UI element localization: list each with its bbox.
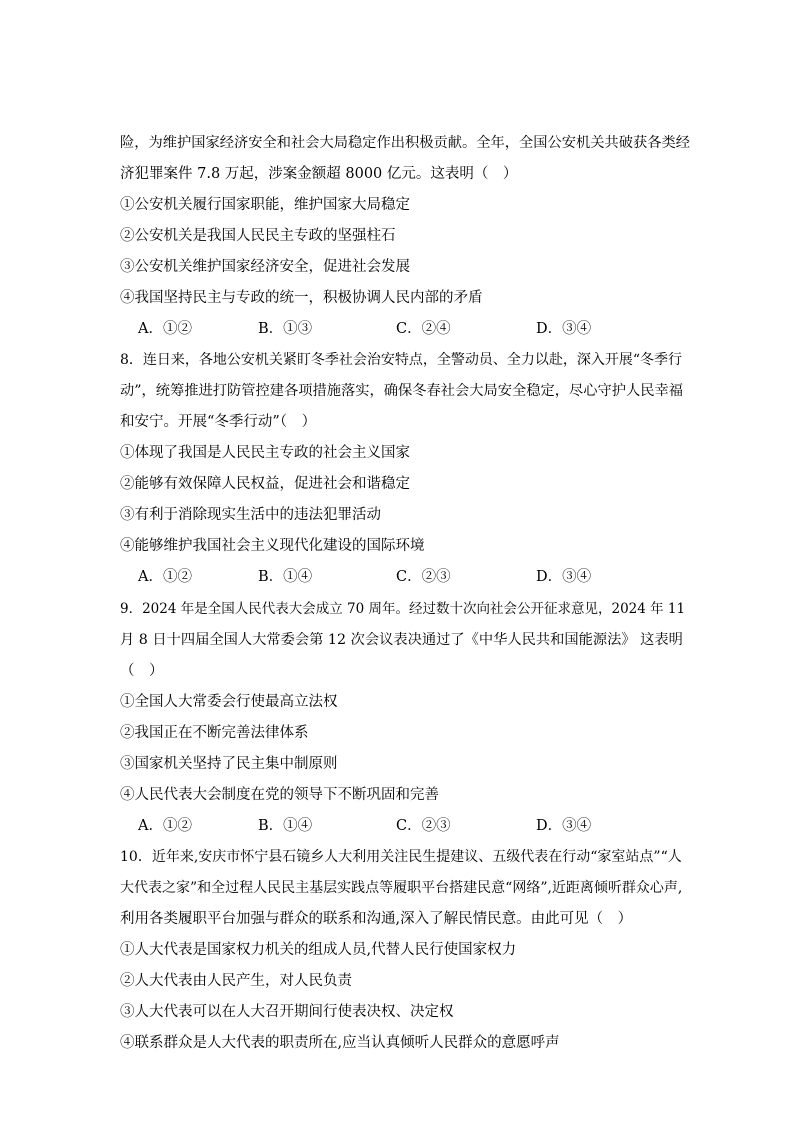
q9-stem-line-3: （ ） bbox=[120, 663, 164, 679]
q7-statement-1: ①公安机关履行国家职能，维护国家大局稳定 bbox=[120, 197, 410, 213]
q8-option-c[interactable]: C．②③ bbox=[396, 569, 451, 585]
q7-options bbox=[138, 319, 698, 339]
q10-statement-1: ①人大代表是国家权力机关的组成人员,代替人民行使国家权力 bbox=[120, 942, 517, 958]
q7-statement-3: ③公安机关维护国家经济安全，促进社会发展 bbox=[120, 259, 410, 275]
q9-stem-line-2: 月 8 日十四届全国人大常委会第 12 次会议表决通过了《中华人民共和国能源法》 这表明 bbox=[120, 632, 683, 648]
q9-statement-3: ③国家机关坚持了民主集中制原则 bbox=[120, 756, 338, 772]
q9-option-a[interactable]: A．①② bbox=[138, 818, 192, 834]
q8-option-a[interactable]: A．①② bbox=[138, 569, 192, 585]
q8-options bbox=[138, 567, 698, 587]
q9-statement-1: ①全国人大常委会行使最高立法权 bbox=[120, 694, 338, 710]
q7-statement-4: ④我国坚持民主与专政的统一，积极协调人民内部的矛盾 bbox=[120, 290, 483, 306]
q9-options bbox=[138, 816, 698, 836]
q8-statement-2: ②能够有效保障人民权益，促进社会和谐稳定 bbox=[120, 476, 410, 492]
q7-option-a[interactable]: A．①② bbox=[138, 321, 192, 337]
q9-option-c[interactable]: C．②③ bbox=[396, 818, 451, 834]
q7-option-c[interactable]: C．②④ bbox=[396, 321, 451, 337]
q7-option-b[interactable]: B．①③ bbox=[258, 321, 313, 337]
q9-option-d[interactable]: D．③④ bbox=[536, 818, 592, 834]
q7-stem-line-1: 险，为维护国家经济安全和社会大局稳定作出积极贡献。全年，全国公安机关共破获各类经 bbox=[120, 135, 691, 151]
q8-option-b[interactable]: B．①④ bbox=[258, 569, 313, 585]
q8-stem-line-1: 8．连日来，各地公安机关紧盯冬季社会治安特点，全警动员、全力以赴，深入开展“冬季行 bbox=[120, 352, 683, 368]
q8-stem-line-2: 动”，统筹推进打防管控建各项措施落实，确保冬春社会大局安全稳定，尽心守护人民幸福 bbox=[120, 383, 684, 399]
q8-statement-3: ③有利于消除现实生活中的违法犯罪活动 bbox=[120, 507, 381, 523]
q10-stem-line-2: 大代表之家”和全过程人民民主基层实践点等履职平台搭建民意“网络”,近距离倾听群众心声, bbox=[120, 880, 683, 896]
q9-statement-2: ②我国正在不断完善法律体系 bbox=[120, 725, 309, 741]
q8-statement-4: ④能够维护我国社会主义现代化建设的国际环境 bbox=[120, 538, 425, 554]
q8-option-d[interactable]: D．③④ bbox=[536, 569, 592, 585]
q9-statement-4: ④人民代表大会制度在党的领导下不断巩固和完善 bbox=[120, 787, 439, 803]
q10-statement-3: ③人大代表可以在人大召开期间行使表决权、决定权 bbox=[120, 1004, 454, 1020]
q8-statement-1: ①体现了我国是人民民主专政的社会主义国家 bbox=[120, 445, 410, 461]
q9-stem-line-1: 9．2024 年是全国人民代表大会成立 70 周年。经过数十次向社会公开征求意见，2024 年 11 bbox=[120, 601, 686, 617]
q7-stem-line-2: 济犯罪案件 7.8 万起，涉案金额超 8000 亿元。这表明（ ） bbox=[120, 166, 518, 182]
q8-stem-line-3: 和安宁。开展“冬季行动”（ ） bbox=[120, 414, 317, 430]
q7-statement-2: ②公安机关是我国人民民主专政的坚强柱石 bbox=[120, 228, 396, 244]
q10-stem-line-1: 10．近年来,安庆市怀宁县石镜乡人大利用关注民生提建议、五级代表在行动“家室站点”“人 bbox=[120, 849, 682, 865]
q9-option-b[interactable]: B．①④ bbox=[258, 818, 313, 834]
q10-statement-4: ④联系群众是人大代表的职责所在,应当认真倾听人民群众的意愿呼声 bbox=[120, 1035, 560, 1051]
q10-stem-line-3: 利用各类履职平台加强与群众的联系和沟通,深入了解民情民意。由此可见（ ） bbox=[120, 911, 633, 927]
q10-statement-2: ②人大代表由人民产生，对人民负责 bbox=[120, 973, 352, 989]
q7-option-d[interactable]: D．③④ bbox=[536, 321, 592, 337]
